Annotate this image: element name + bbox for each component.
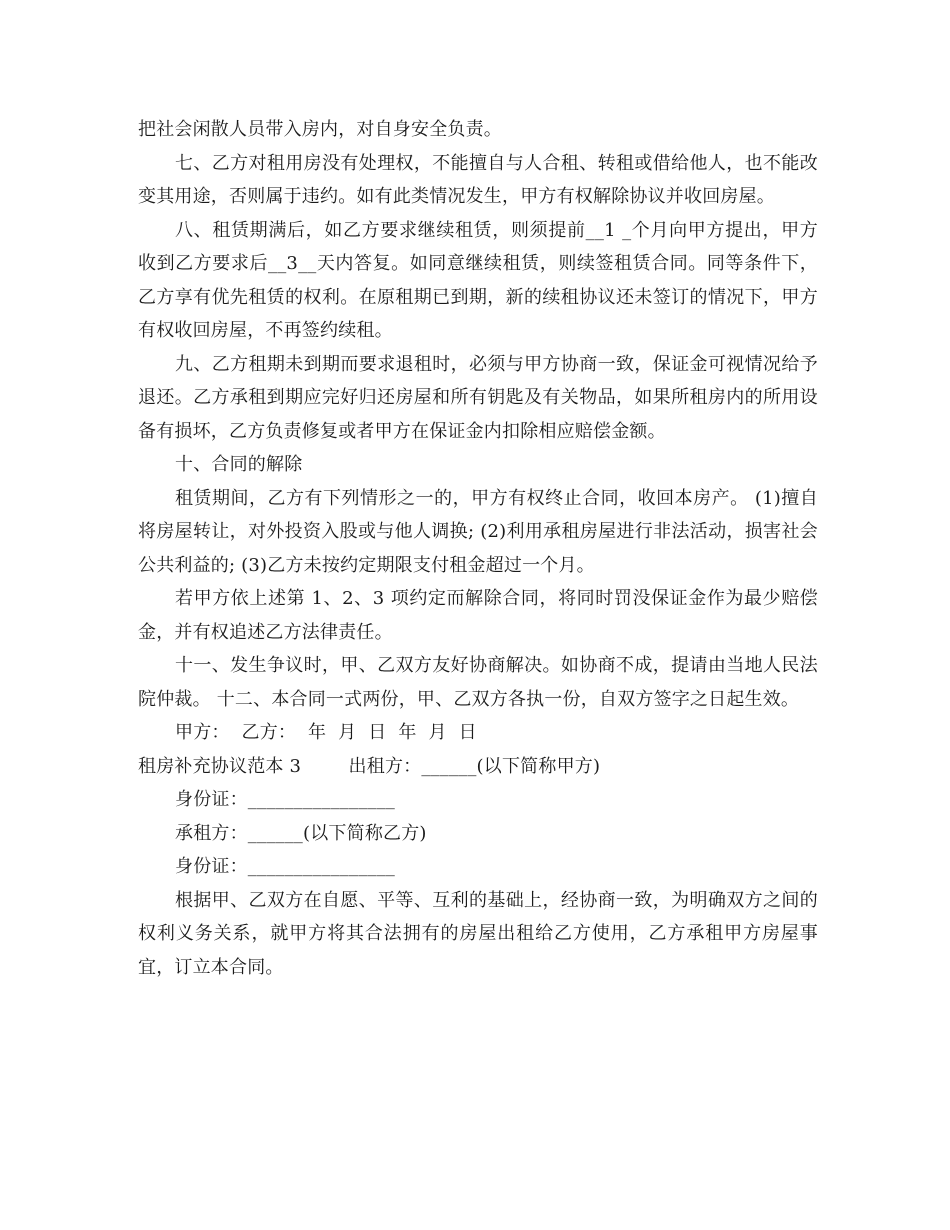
paragraph-clause-7: 七、乙方对租用房没有处理权，不能擅自与人合租、转租或借给他人，也不能改变其用途，否则属于违约。如有此类情况发生，甲方有权解除协议并收回房屋。: [138, 152, 818, 207]
paragraph-termination-conditions: 租赁期间，乙方有下列情形之一的，甲方有权终止合同，收回本房产。 (1)擅自将房屋转让，对外投资入股或与他人调换; (2)利用承租房屋进行非法活动，损害社会公共利益的; (3)乙方未按约定期限支付租金超过一个月。: [138, 487, 818, 576]
paragraph-security-responsibility: 把社会闲散人员带入房内，对自身安全负责。: [138, 119, 502, 140]
paragraph-termination-penalty: 若甲方依上述第 1、2、3 项约定而解除合同，将同时罚没保证金作为最少赔偿金，并有权追述乙方法律责任。: [138, 588, 818, 643]
template-3-header: 租房补充协议范本 3 出租方：______(以下简称甲方): [138, 755, 601, 777]
lessor-id-field: 身份证：________________: [175, 789, 395, 810]
lessee-id-field: 身份证：________________: [175, 856, 395, 877]
lessee-line: 承租方：______(以下简称乙方): [175, 822, 427, 844]
signature-line: 甲方： 乙方： 年 月 日 年 月 日: [175, 722, 477, 743]
paragraph-clause-8: 八、租赁期满后，如乙方要求继续租赁，则须提前__1 _个月向甲方提出，甲方收到乙方要求后__3__天内答复。如同意继续租赁，则续签租赁合同。同等条件下，乙方享有优先租赁的权利。在原租期已到期，新的续租协议还未签订的情况下，甲方有权收回房屋，不再签约续租。: [138, 219, 818, 341]
document-body: [138, 113, 818, 984]
paragraph-clause-11-12: 十一、发生争议时，甲、乙双方友好协商解决。如协商不成，提请由当地人民法院仲裁。 十二、本合同一式两份，甲、乙双方各执一份，自双方签字之日起生效。: [138, 655, 818, 710]
paragraph-clause-9: 九、乙方租期未到期而要求退租时，必须与甲方协商一致，保证金可视情况给予退还。乙方承租到期应完好归还房屋和所有钥匙及有关物品，如果所租房内的所用设备有损坏，乙方负责修复或者甲方在保证金内扣除相应赔偿金额。: [138, 353, 818, 442]
paragraph-preamble: 根据甲、乙双方在自愿、平等、互利的基础上，经协商一致，为明确双方之间的权利义务关系，就甲方将其合法拥有的房屋出租给乙方使用，乙方承租甲方房屋事宜，订立本合同。: [138, 889, 818, 978]
paragraph-clause-10-heading: 十、合同的解除: [175, 454, 303, 475]
